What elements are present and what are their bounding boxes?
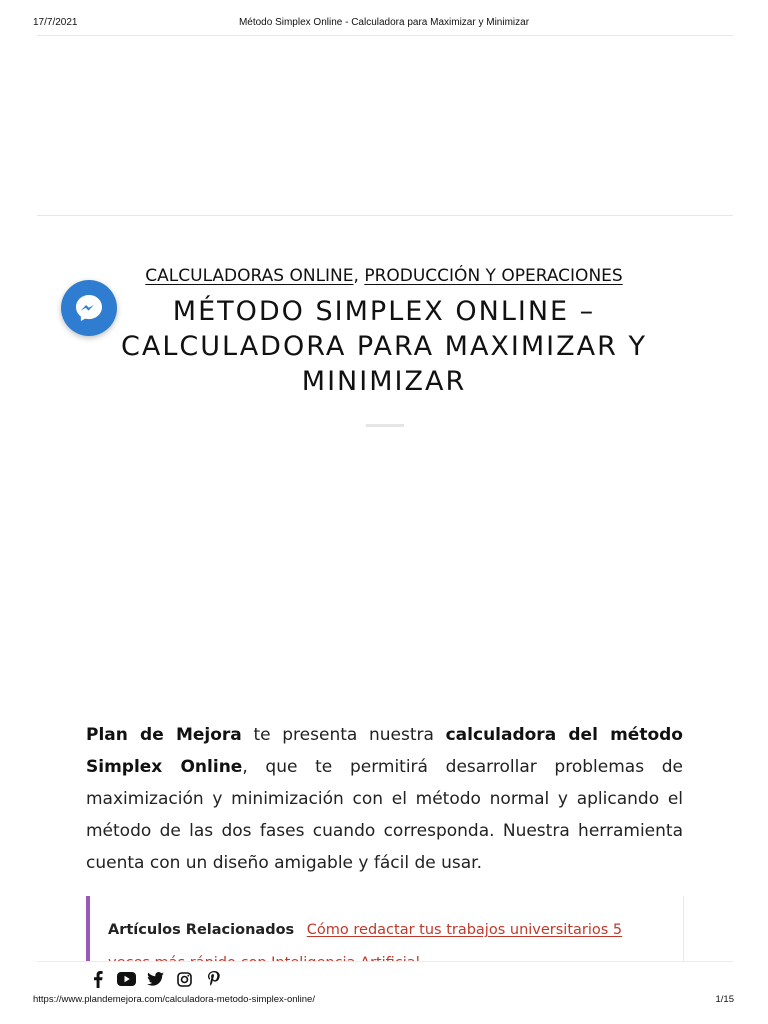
intro-text-2: , que te permitirá desarrollar problemas de maximización y minimización con el método normal y aplicando el método de las dos fases cuando corresponda. Nuestra herramienta cuenta con un diseño amigable y fácil de usar. [86,757,683,873]
title-separator [366,424,404,427]
related-articles-box [86,896,684,966]
page-title: MÉTODO SIMPLEX ONLINE – CALCULADORA PARA MAXIMIZAR Y MINIMIZAR [121,296,647,397]
intro-paragraph [86,719,683,879]
related-label: Artículos Relacionados [108,922,295,938]
page-number: 1/15 [715,994,734,1005]
print-document-title: Método Simplex Online - Calculadora para Maximizar y Minimizar [238,17,530,28]
brand-name: Plan de Mejora [86,725,242,745]
youtube-icon[interactable] [112,969,141,989]
messenger-chat-button[interactable] [61,280,117,336]
twitter-icon[interactable] [141,969,170,989]
messenger-icon [73,292,105,324]
header-divider [37,215,733,216]
category-link-produccion[interactable]: PRODUCCIÓN Y OPERACIONES [364,266,623,286]
category-link-calculadoras[interactable]: CALCULADORAS ONLINE [145,266,354,286]
social-bar [37,961,733,994]
print-header [0,17,768,31]
instagram-icon[interactable] [170,969,199,989]
print-footer [0,994,768,1008]
print-date: 17/7/2021 [33,17,78,28]
related-article-link[interactable]: Cómo redactar tus trabajos universitarios 5 [306,922,623,938]
category-separator: , [353,266,359,286]
facebook-icon[interactable] [83,969,112,989]
pinterest-icon[interactable] [199,969,228,989]
intro-highlight: calculadora del método Simplex Online [86,725,683,777]
post-categories [0,266,768,286]
intro-text-1: te presenta nuestra [241,725,446,745]
top-divider [37,35,733,36]
page-url: https://www.plandemejora.com/calculadora-metodo-simplex-online/ [33,994,315,1005]
